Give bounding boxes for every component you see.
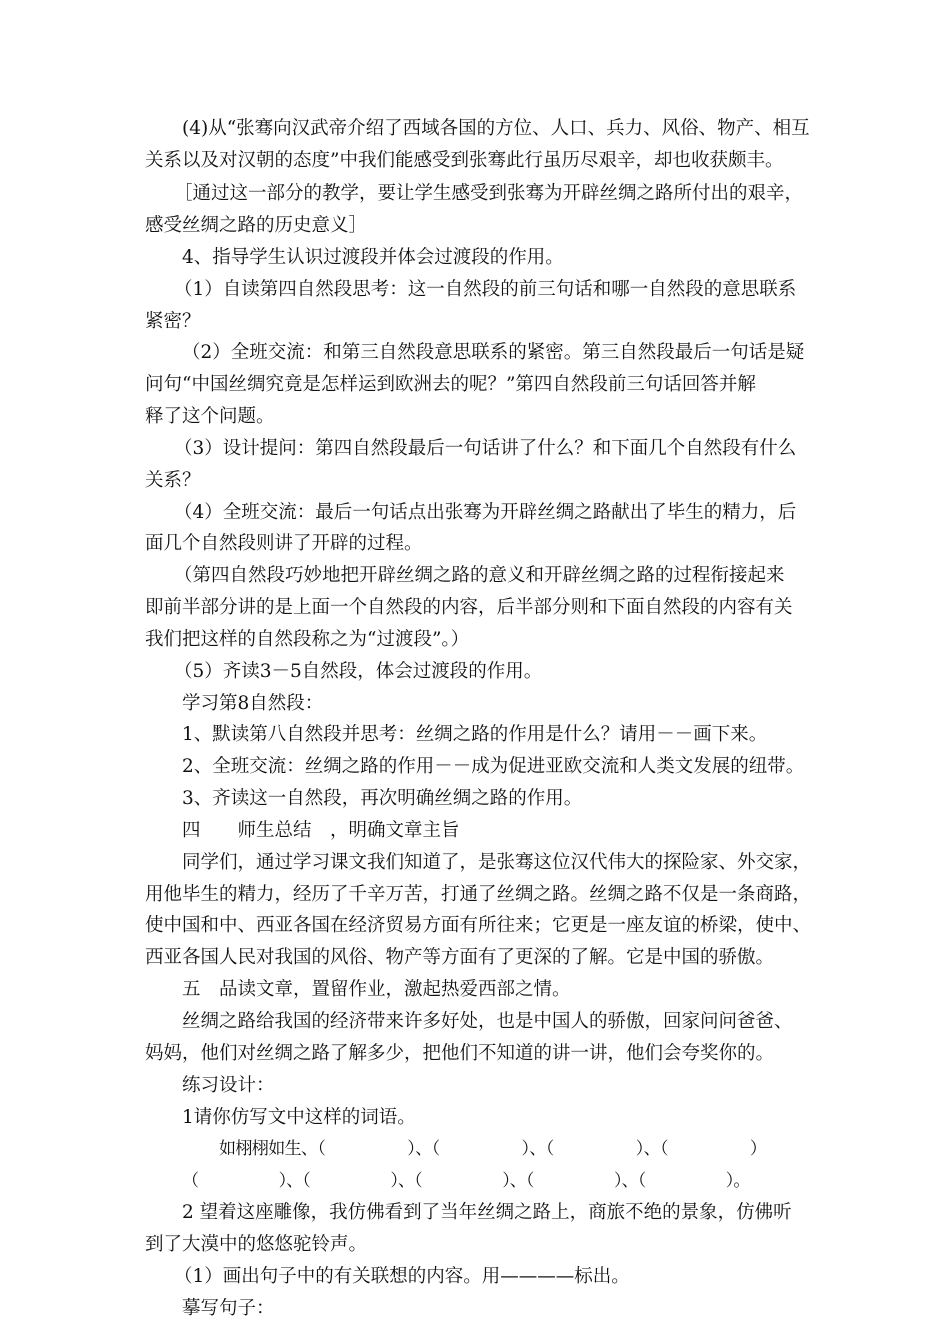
- text-line: ［通过这一部分的教学，要让学生感受到张骞为开辟丝绸之路所付出的艰辛，: [174, 183, 804, 204]
- text-line: （2）全班交流：和第三自然段意思联系的紧密。第三自然段最后一句话是疑: [182, 342, 805, 363]
- text-line: 关系？: [145, 470, 201, 491]
- text-line: 妈妈，他们对丝绸之路了解多少，把他们不知道的讲一讲，他们会夸奖你的。: [145, 1043, 775, 1064]
- text-line: 我们把这样的自然段称之为“过渡段”。）: [145, 629, 470, 650]
- text-line: 2 望着这座雕像，我仿佛看到了当年丝绸之路上，商旅不绝的景象，仿佛听: [182, 1202, 792, 1223]
- text-line: 3、齐读这一自然段，再次明确丝绸之路的作用。: [182, 788, 583, 809]
- section-heading: 四 师生总结 ，明确文章主旨: [182, 820, 460, 841]
- text-line: 同学们，通过学习课文我们知道了，是张骞这位汉代伟大的探险家、外交家，: [182, 852, 812, 873]
- text-line: 练习设计：: [182, 1075, 275, 1096]
- exercise-blanks-line: （ ）、（ ）、（ ）、（ ）、（ ）。: [182, 1171, 750, 1191]
- text-line: （4）全班交流：最后一句话点出张骞为开辟丝绸之路献出了毕生的精力，后: [174, 502, 797, 523]
- text-line: 西亚各国人民对我国的风俗、物产等方面有了更深的了解。它是中国的骄傲。: [145, 947, 775, 968]
- text-line: 用他毕生的精力，经历了千辛万苦，打通了丝绸之路。丝绸之路不仅是一条商路，: [145, 884, 812, 905]
- text-line: 摹写句子：: [182, 1298, 275, 1319]
- text-line: 4、指导学生认识过渡段并体会过渡段的作用。: [182, 247, 564, 268]
- exercise-blanks-line: 如栩栩如生、（ ）、（ ）、（ ）、（ ）: [219, 1139, 767, 1159]
- text-line: 1请你仿写文中这样的词语。: [182, 1107, 416, 1128]
- text-line: 使中国和中、西亚各国在经济贸易方面有所往来；它更是一座友谊的桥梁，使中、: [145, 915, 812, 936]
- text-line: 1、默读第八自然段并思考：丝绸之路的作用是什么？请用－－画下来。: [182, 724, 768, 745]
- text-line: 关系以及对汉朝的态度”中我们能感受到张骞此行虽历尽艰辛，却也收获颇丰。: [145, 150, 784, 171]
- text-line: （第四自然段巧妙地把开辟丝绸之路的意义和开辟丝绸之路的过程衔接起来: [174, 565, 785, 586]
- text-line: 问句“中国丝绸究竟是怎样运到欧洲去的呢？”第四自然段前三句话回答并解: [145, 374, 756, 395]
- text-line: （5）齐读3－5自然段，体会过渡段的作用。: [174, 661, 543, 682]
- text-line: （1）画出句子中的有关联想的内容。用————标出。: [174, 1266, 630, 1287]
- text-line: 2、全班交流：丝绸之路的作用－－成为促进亚欧交流和人类文发展的纽带。: [182, 756, 805, 777]
- text-line: 面几个自然段则讲了开辟的过程。: [145, 533, 423, 554]
- text-line: 丝绸之路给我国的经济带来许多好处，也是中国人的骄傲，回家问问爸爸、: [182, 1011, 793, 1032]
- text-line: 释了这个问题。: [145, 406, 275, 427]
- text-line: 到了大漠中的悠悠驼铃声。: [145, 1234, 368, 1255]
- text-line: (4)从“张骞向汉武帝介绍了西域各国的方位、人口、兵力、风俗、物产、相互: [182, 118, 810, 139]
- text-line: 紧密？: [145, 311, 201, 332]
- text-line: 即前半部分讲的是上面一个自然段的内容，后半部分则和下面自然段的内容有关: [145, 597, 793, 618]
- section-heading: 五 品读文章，置留作业，激起热爱西部之情。: [182, 979, 571, 1000]
- text-line: （1）自读第四自然段思考：这一自然段的前三句话和哪一自然段的意思联系: [174, 279, 797, 300]
- text-line: （3）设计提问：第四自然段最后一句话讲了什么？和下面几个自然段有什么: [174, 438, 797, 459]
- text-line: 感受丝绸之路的历史意义］: [145, 215, 368, 236]
- text-line: 学习第8自然段：: [182, 693, 324, 714]
